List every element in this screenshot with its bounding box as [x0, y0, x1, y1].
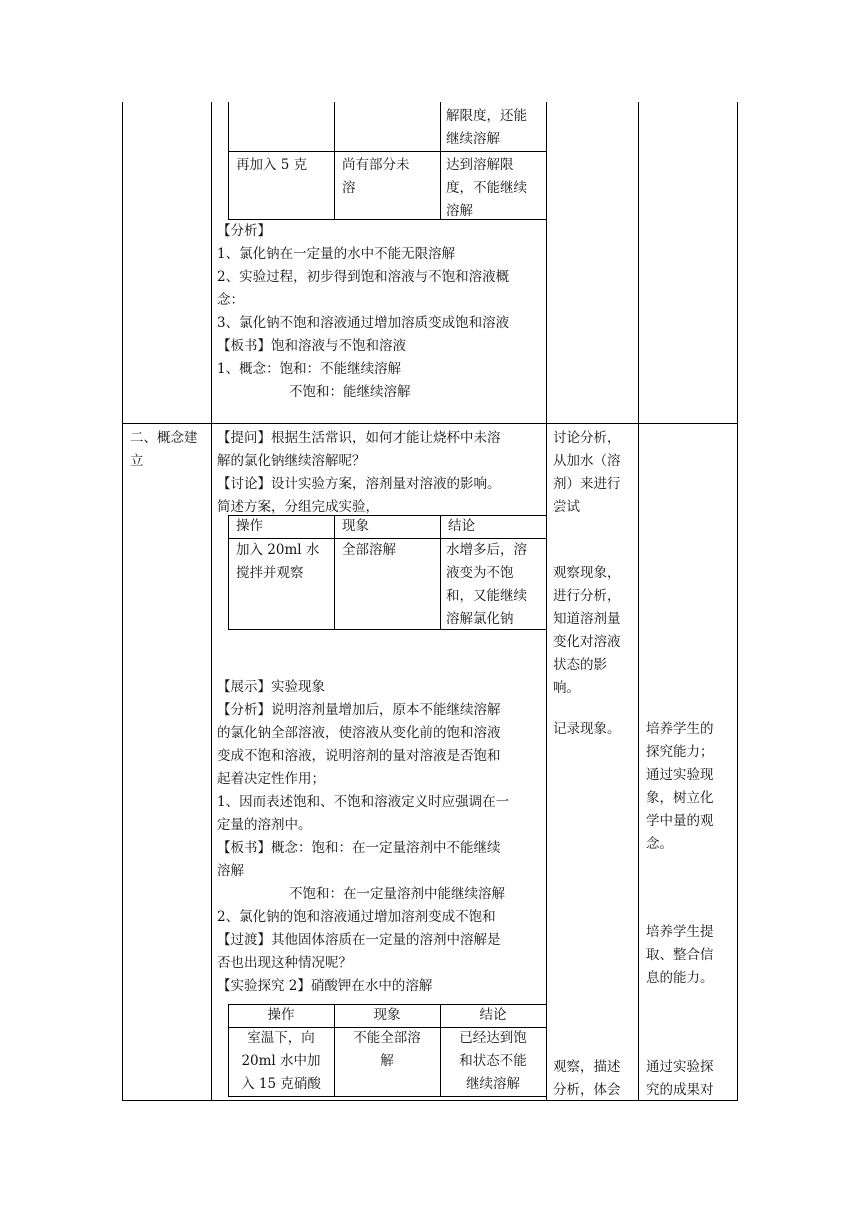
table2-left: [228, 515, 229, 630]
purpose-b: 培养学生提 取、整合信 息的能力。: [646, 924, 714, 986]
table2-row-c3: 水增多后，溶 液变为不饱 和，又能继续 溶解氯化钠: [446, 542, 527, 627]
analysis-line-3: 3、氯化钠不饱和溶液通过增加溶质变成饱和溶液: [217, 315, 510, 331]
analysis2-line-5: 1、因而表述饱和、不饱和溶液定义时应强调在一: [217, 794, 510, 810]
table2-row-c1: 加入 20ml 水 搅拌并观察: [236, 542, 320, 581]
show-line: 【展示】实验现象: [217, 679, 325, 695]
student-activity-d: 观察，描述 分析，体会: [553, 1059, 621, 1098]
outer-right-border: [737, 102, 738, 1101]
student-activity-a: 讨论分析， 从加水（溶 剂）来进行 尝试: [553, 430, 621, 515]
table2-top: [228, 515, 546, 516]
board2-line-3: 不饱和：在一定量溶剂中能继续溶解: [289, 886, 505, 902]
table1-div1: [334, 102, 335, 219]
col-divider-3: [638, 102, 639, 1101]
col-divider-2: [546, 102, 547, 1101]
board2-line-1: 【板书】概念：饱和：在一定量溶剂中不能继续: [217, 840, 501, 856]
question-line-2: 解的氯化钠继续溶解呢？: [217, 453, 366, 469]
student-activity-b: 观察现象， 进行分析， 知道溶剂量 变化对溶液 状态的影 响。: [553, 565, 621, 696]
analysis-line-2: 2、实验过程，初步得到饱和溶液与不饱和溶液概: [217, 269, 510, 285]
board2-line-2: 溶解: [217, 863, 244, 879]
experiment2-heading: 【实验探究 2】硝酸钾在水中的溶解: [217, 978, 433, 994]
table2-div1: [334, 515, 335, 630]
table2-header-phen: 现象: [342, 518, 369, 534]
question-line-1: 【提问】根据生活常识，如何才能让烧杯中未溶: [217, 430, 501, 446]
table3-row-c3: 已经达到饱 和状态不能 继续溶解: [459, 1030, 527, 1092]
purpose-a: 培养学生的 探究能力； 通过实验现 象，树立化 学中量的观 念。: [646, 721, 714, 852]
board-concept-2: 不饱和：能继续溶解: [289, 384, 411, 400]
analysis-line-1: 1、氯化钠在一定量的水中不能无限溶解: [217, 246, 456, 262]
table2-header-concl: 结论: [448, 518, 475, 534]
stage-label: 二、概念建 立: [130, 430, 198, 469]
transition-line-2: 否也出现这种情况呢？: [217, 955, 352, 971]
table1-prev-c3: 解限度，还能 继续溶解: [446, 108, 527, 147]
col-divider-1: [211, 102, 212, 1101]
table3-header-phen: 现象: [373, 1007, 401, 1023]
table3-row-c1: 室温下，向 20ml 水中加 入 15 克硝酸: [241, 1030, 321, 1092]
analysis2-line-6: 定量的溶剂中。: [217, 817, 312, 833]
student-activity-c: 记录现象。: [553, 721, 621, 737]
table3-row-c2: 不能全部溶 解: [353, 1030, 421, 1069]
board-concept-1: 1、概念：饱和：不能继续溶解: [217, 361, 402, 377]
table1-add5-c3: 达到溶解限 度，不能继续 溶解: [446, 157, 527, 219]
table2-div2: [440, 515, 441, 630]
analysis-heading: 【分析】: [217, 223, 271, 239]
discussion-line-1: 【讨论】设计实验方案，溶剂量对溶液的影响。: [217, 476, 501, 492]
table1-div2: [440, 102, 441, 219]
table3-header-concl: 结论: [479, 1007, 507, 1023]
analysis-line-2b: 念：: [217, 292, 244, 308]
analysis2-line-3: 变成不饱和溶液，说明溶剂的量对溶液是否饱和: [217, 748, 501, 764]
table1-add5-c1: 再加入 5 克: [236, 157, 308, 173]
discussion-line-2: 简述方案，分组完成实验，: [217, 499, 379, 515]
board-heading: 【板书】饱和溶液与不饱和溶液: [217, 338, 406, 354]
transition-line-1: 【过渡】其他固体溶质在一定量的溶剂中溶解是: [217, 932, 501, 948]
purpose-c: 通过实验探 究的成果对: [646, 1059, 714, 1098]
analysis2-line-4: 起着决定性作用；: [217, 771, 325, 787]
table1-add5-c2: 尚有部分未 溶: [342, 157, 410, 196]
table3-bottom: [228, 1096, 546, 1097]
analysis2-line-7: 2、氯化钠的饱和溶液通过增加溶剂变成不饱和: [217, 909, 496, 925]
table1-left: [228, 102, 229, 219]
table3-header-op: 操作: [267, 1007, 295, 1023]
outer-left-border: [122, 102, 123, 1101]
table2-row-c2: 全部溶解: [342, 542, 396, 558]
table2-header-op: 操作: [236, 518, 263, 534]
analysis2-line-1: 【分析】说明溶剂量增加后，原本不能继续溶解: [217, 702, 501, 718]
analysis2-line-2: 的氯化钠全部溶液，使溶液从变化前的饱和溶液: [217, 725, 501, 741]
table1-row-line: [228, 151, 546, 152]
row-divider: [122, 423, 738, 424]
